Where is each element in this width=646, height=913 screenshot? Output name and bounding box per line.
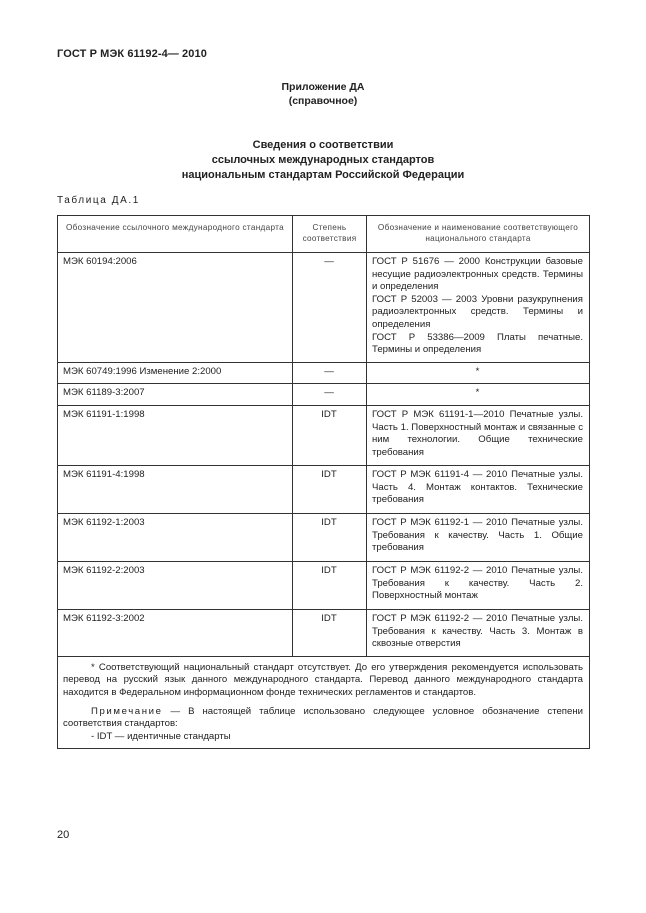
cell-degree: — [293,253,367,363]
document-header: ГОСТ Р МЭК 61192-4— 2010 [57,48,207,60]
footnote: * Соответствующий национальный стандарт отсутствует. До его утверждения рекомендуется использовать перевод на русский язык данного международного стандарта. Перевод данного международного стандарта находится в Федеральном информационном фонде технических регламентов и стандартов. [63,661,583,698]
cell-national-standard: * [367,384,590,406]
note-label: Примечание [91,705,163,717]
section-title-line: национальным стандартам Российской Федерации [181,169,465,181]
page-number: 20 [57,829,70,841]
cell-intl-standard: МЭК 61192-3:2002 [58,609,293,656]
cell-degree: IDT [293,465,367,513]
cell-intl-standard: МЭК 61191-4:1998 [58,465,293,513]
national-standard-entry: ГОСТ Р МЭК 61192-2 — 2010 Печатные узлы. Требования к качеству. Часть 3. Монтаж в сквозные отверстия [372,612,583,650]
header-intl-standard: Обозначение ссылочного международного стандарта [58,216,293,253]
cell-intl-standard: МЭК 61191-1:1998 [58,405,293,465]
national-standard-entry: ГОСТ Р МЭК 61192-1 — 2010 Печатные узлы. Требования к качеству. Часть 1. Общие требования [372,516,583,554]
table-row [58,561,590,609]
cell-degree: — [293,362,367,384]
cell-degree: IDT [293,561,367,609]
table-row [58,609,590,656]
note-item: - IDT — идентичные стандарты [91,730,231,742]
cell-degree: IDT [293,609,367,656]
table-caption: Таблица ДА.1 [57,195,140,206]
section-title [0,138,646,183]
national-standard-entry: ГОСТ Р МЭК 61191-4 — 2010 Печатные узлы. Часть 4. Монтаж контактов. Технические требования [372,468,583,506]
cell-national-standard [367,561,590,609]
table-row [58,362,590,384]
cell-intl-standard: МЭК 61189-3:2007 [58,384,293,406]
section-title-line: ссылочных международных стандартов [211,154,435,166]
correspondence-table [57,215,590,749]
table-row [58,465,590,513]
cell-national-standard [367,609,590,656]
table-row [58,384,590,406]
cell-intl-standard: МЭК 60749:1996 Изменение 2:2000 [58,362,293,384]
header-national-standard: Обозначение и наименование соответствующего национального стандарта [367,216,590,253]
appendix-subtitle: (справочное) [288,95,358,107]
table-row [58,253,590,363]
cell-national-standard [367,513,590,561]
cell-degree: IDT [293,405,367,465]
appendix-title: Приложение ДА [281,81,365,93]
table-row [58,513,590,561]
table-header-row [58,216,590,253]
cell-intl-standard: МЭК 61192-1:2003 [58,513,293,561]
table-notes [58,656,590,749]
cell-national-standard [367,253,590,363]
table-note [63,706,583,744]
table-row [58,405,590,465]
cell-intl-standard: МЭК 61192-2:2003 [58,561,293,609]
note-text: — В настоящей таблице использовано следующее условное обозначение степени соответствия стандартов: [63,705,583,730]
national-standard-entry: ГОСТ Р МЭК 61191-1—2010 Печатные узлы. Часть 1. Поверхностный монтаж и связанные с ним технологии. Общие технические требования [372,408,583,458]
cell-national-standard [367,465,590,513]
cell-degree: — [293,384,367,406]
cell-degree: IDT [293,513,367,561]
national-standard-entry: ГОСТ Р 53386—2009 Платы печатные. Термины и определения [372,331,583,356]
national-standard-entry: ГОСТ Р МЭК 61192-2 — 2010 Печатные узлы. Требования к качеству. Часть 2. Поверхностный монтаж [372,564,583,602]
note-paragraph [63,706,583,731]
national-standard-entry: ГОСТ Р 51676 — 2000 Конструкции базовые несущие радиоэлектронных средств. Термины и определения [372,256,583,293]
cell-national-standard: * [367,362,590,384]
table-notes-row [58,656,590,749]
national-standard-entry: ГОСТ Р 52003 — 2003 Уровни разукрупнения радиоэлектронных средств. Термины и определения [372,293,583,330]
cell-intl-standard: МЭК 60194:2006 [58,253,293,363]
section-title-line: Сведения о соответствии [252,139,394,151]
header-degree: Степень соответствия [293,216,367,253]
cell-national-standard [367,405,590,465]
